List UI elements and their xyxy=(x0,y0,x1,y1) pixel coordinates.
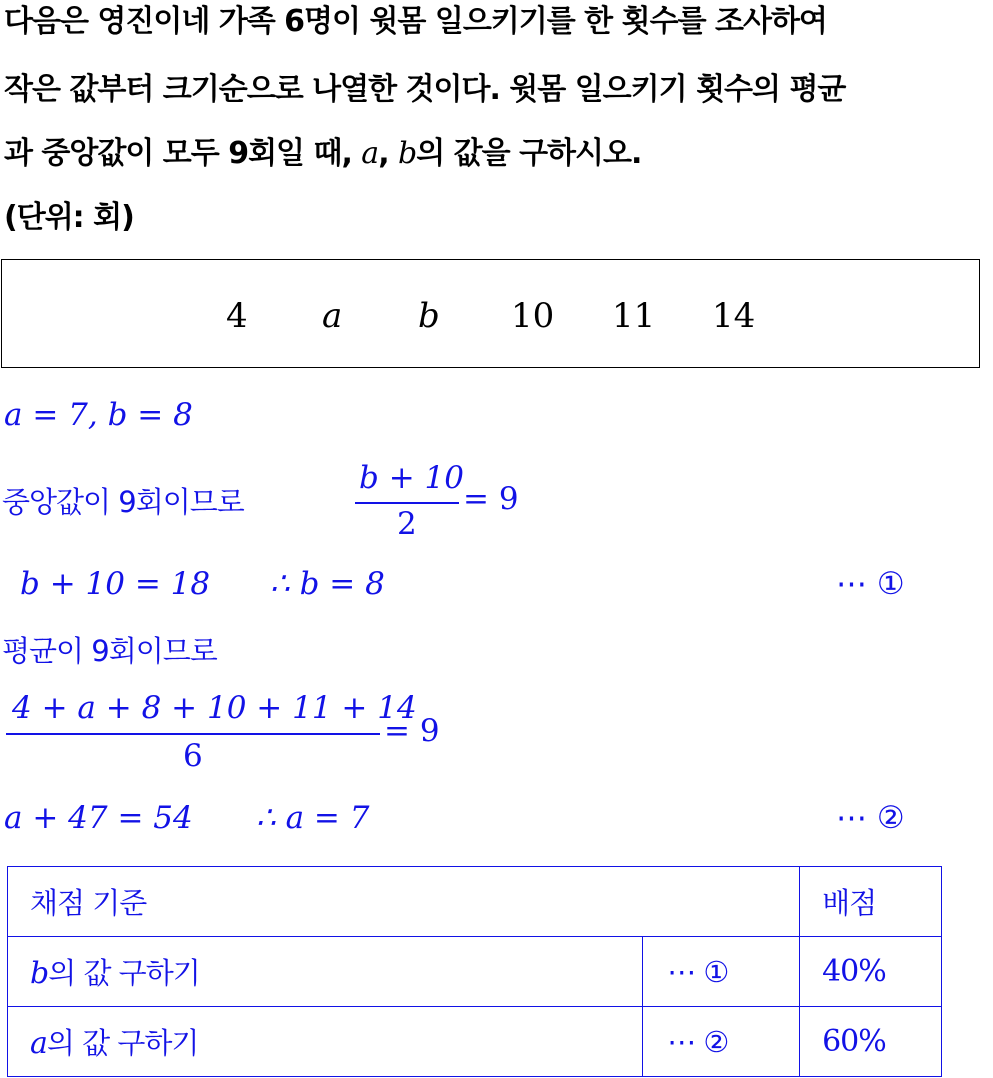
median-rhs: = 9 xyxy=(463,481,519,517)
conclusion-b: ∴ b = 8 xyxy=(270,566,385,602)
grading-row xyxy=(8,937,942,1007)
equation-1: b + 10 = 18 xyxy=(20,566,211,602)
conclusion-a: ∴ a = 7 xyxy=(256,800,370,836)
data-value-4: 10 xyxy=(511,296,555,336)
criteria-variable: b xyxy=(30,956,49,991)
problem-line-2: 작은 값부터 크기순으로 나열한 것이다. 윗몸 일으키기 횟수의 평균 xyxy=(4,72,846,107)
unit-label: (단위: 회) xyxy=(4,200,134,235)
mark-cell: ⋯ ② xyxy=(643,1007,800,1077)
criteria-label: 의 값 구하기 xyxy=(48,956,200,990)
answer: a = 7, b = 8 xyxy=(4,397,193,433)
data-value-2: a xyxy=(322,296,343,336)
points-cell: 60% xyxy=(800,1007,942,1077)
mean-numerator: 4 + a + 8 + 10 + 11 + 14 xyxy=(12,690,417,726)
points-cell: 40% xyxy=(800,937,942,1007)
data-value-1: 4 xyxy=(226,296,248,336)
data-value-3: b xyxy=(418,296,440,336)
grading-table xyxy=(7,866,942,1077)
mean-denominator: 6 xyxy=(183,738,203,774)
comma: , xyxy=(378,136,399,171)
criteria-cell xyxy=(8,1007,643,1077)
mark-2: ⋯ ② xyxy=(836,800,905,836)
problem-line-3-end: 의 값을 구하시오. xyxy=(416,136,642,171)
mean-fraction-bar xyxy=(6,733,380,735)
criteria-label: 의 값 구하기 xyxy=(46,1026,199,1060)
criteria-variable: a xyxy=(30,1026,47,1061)
variable-b: b xyxy=(398,136,417,171)
mark-1: ⋯ ① xyxy=(836,566,905,602)
header-points: 배점 xyxy=(800,867,942,937)
mean-text: 평균이 9회이므로 xyxy=(2,634,217,668)
median-fraction-bar xyxy=(355,502,459,504)
median-denominator: 2 xyxy=(397,506,417,542)
problem-line-3-start: 과 중앙값이 모두 9회일 때, xyxy=(4,136,362,171)
data-value-6: 14 xyxy=(712,296,756,336)
variable-a: a xyxy=(361,136,379,171)
header-criteria: 채점 기준 xyxy=(8,867,800,937)
criteria-cell xyxy=(8,937,643,1007)
problem-line-3 xyxy=(4,134,641,174)
equation-2: a + 47 = 54 xyxy=(4,800,193,836)
grading-row xyxy=(8,1007,942,1077)
grading-header-row xyxy=(8,867,942,937)
mark-cell: ⋯ ① xyxy=(643,937,800,1007)
problem-line-1: 다음은 영진이네 가족 6명이 윗몸 일으키기를 한 횟수를 조사하여 xyxy=(4,4,827,39)
median-text: 중앙값이 9회이므로 xyxy=(2,485,244,519)
median-numerator: b + 10 xyxy=(359,460,464,496)
data-box xyxy=(1,259,980,368)
mean-rhs: = 9 xyxy=(384,713,440,749)
data-value-5: 11 xyxy=(612,296,656,336)
